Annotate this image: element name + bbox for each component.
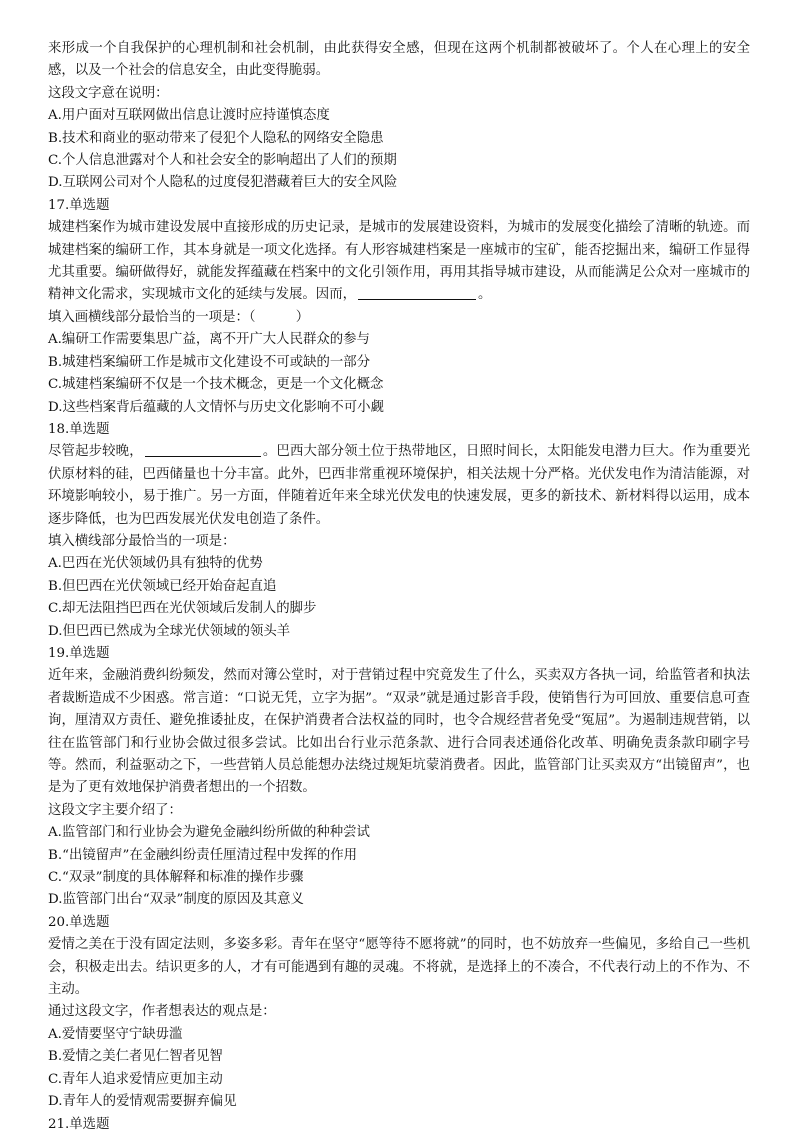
q18-passage-start: 尽管起步较晚， <box>48 444 143 460</box>
q19-option-c[interactable]: C.“双录”制度的具体解释和标准的操作步骤 <box>48 870 304 886</box>
q17-header: 17.单选题 <box>48 197 110 213</box>
q18-option-c[interactable]: C.却无法阻挡巴西在光伏领域后发制人的脚步 <box>48 601 317 617</box>
q20-stem: 通过这段文字，作者想表达的观点是： <box>48 1004 276 1020</box>
q19-header: 19.单选题 <box>48 645 110 661</box>
q20-option-d[interactable]: D.青年人的爱情观需要摒弃偏见 <box>48 1094 237 1110</box>
q19-option-a[interactable]: A.监管部门和行业协会为避免金融纠纷所做的种种尝试 <box>48 825 370 841</box>
q20-option-b[interactable]: B.爱情之美仁者见仁智者见智 <box>48 1049 223 1065</box>
q20-option-c[interactable]: C.青年人追求爱情应更加主动 <box>48 1071 223 1087</box>
q18-header: 18.单选题 <box>48 421 110 437</box>
q17-answer-blank <box>358 285 476 300</box>
q16-option-c[interactable]: C.个人信息泄露对个人和社会安全的影响超出了人们的预期 <box>48 153 397 169</box>
question-20 <box>48 912 750 1114</box>
q16-option-b[interactable]: B.技术和商业的驱动带来了侵犯个人隐私的网络安全隐患 <box>48 130 384 146</box>
q19-stem: 这段文字主要介绍了： <box>48 802 182 818</box>
question-16-tail <box>48 38 750 195</box>
q18-stem: 填入横线部分最恰当的一项是： <box>48 533 236 549</box>
q18-passage-rest: 。巴西大部分领土位于热带地区，日照时间长，太阳能发电潜力巨大。作为重要光伏原材料的硅，巴西储量也十分丰富。此外，巴西非常重视环境保护，相关法规十分严格。光伏发电作为清洁能源，对环境影响较小，易于推广。另一方面，伴随着近年来全球光伏发电的快速发展，更多的新技术、新材料得以运用，成本逐步降低，也为巴西发展光伏发电创造了条件。 <box>48 444 751 527</box>
q20-header: 20.单选题 <box>48 914 110 930</box>
q18-passage <box>48 441 750 531</box>
q20-passage: 爱情之美在于没有固定法则，多姿多彩。青年在坚守“愿等待不愿将就”的同时，也不妨放弃一些偏见，多给自己一些机会，积极走出去。结识更多的人，才有可能遇到有趣的灵魂。不将就，是选择上的不凑合，不代表行动上的不作为、不主动。 <box>48 937 750 998</box>
q18-option-d[interactable]: D.但巴西已然成为全球光伏领域的领头羊 <box>48 623 291 639</box>
q17-passage <box>48 217 750 307</box>
q17-passage-end: 。 <box>477 287 492 303</box>
q16-option-d[interactable]: D.互联网公司对个人隐私的过度侵犯潜藏着巨大的安全风险 <box>48 175 398 191</box>
q18-option-a[interactable]: A.巴西在光伏领域仍具有独特的优势 <box>48 556 263 572</box>
question-18 <box>48 419 750 643</box>
q16-option-a[interactable]: A.用户面对互联网做出信息让渡时应持谨慎态度 <box>48 108 330 124</box>
q17-option-a[interactable]: A.编研工作需要集思广益，离不开广大人民群众的参与 <box>48 332 370 348</box>
question-19 <box>48 643 750 912</box>
q17-option-c[interactable]: C.城建档案编研不仅是一个技术概念，更是一个文化概念 <box>48 377 384 393</box>
question-17 <box>48 195 750 419</box>
q19-option-d[interactable]: D.监管部门出台“双录”制度的原因及其意义 <box>48 892 304 908</box>
q16-passage-end: 来形成一个自我保护的心理机制和社会机制，由此获得安全感，但现在这两个机制都被破坏了。个人在心理上的安全感，以及一个社会的信息安全，由此变得脆弱。 <box>48 41 750 79</box>
q17-passage-text: 城建档案作为城市建设发展中直接形成的历史记录，是城市的发展建设资料，为城市的发展变化描绘了清晰的轨迹。而城建档案的编研工作，其本身就是一项文化选择。有人形容城建档案是一座城市的宝矿，能否挖掘出来，编研工作显得尤其重要。编研做得好，就能发挥蕴藏在档案中的文化引领作用，再用其指导城市建设，从而能满足公众对一座城市的精神文化需求，实现城市文化的延续与发展。因而， <box>48 220 750 303</box>
q16-stem: 这段文字意在说明： <box>48 85 169 101</box>
question-21 <box>48 1114 750 1136</box>
q21-header: 21.单选题 <box>48 1116 110 1132</box>
q19-passage: 近年来，金融消费纠纷频发，然而对簿公堂时，对于营销过程中究竟发生了什么，买卖双方各执一词，给监管者和执法者裁断造成不少困惑。常言道：“口说无凭，立字为据”。“双录”就是通过影音手段，使销售行为可回放、重要信息可查询，厘清双方责任、避免推诿扯皮，在保护消费者合法权益的同时，也令合规经营者免受“冤屈”。为遏制违规营销，以往在监管部门和行业协会做过很多尝试。比如出台行业示范条款、进行合同表述通俗化改革、明确免责条款印刷字号等。然而，利益驱动之下，一些营销人员总能想办法绕过规矩坑蒙消费者。因此，监管部门让买卖双方“出镜留声”，也是为了更有效地保护消费者想出的一个招数。 <box>48 668 750 796</box>
q19-option-b[interactable]: B.“出镜留声”在金融纠纷责任厘清过程中发挥的作用 <box>48 847 357 863</box>
q17-option-b[interactable]: B.城建档案编研工作是城市文化建设不可或缺的一部分 <box>48 354 371 370</box>
q18-option-b[interactable]: B.但巴西在光伏领域已经开始奋起直追 <box>48 578 277 594</box>
q20-option-a[interactable]: A.爱情要坚守宁缺毋滥 <box>48 1026 183 1042</box>
q17-option-d[interactable]: D.这些档案背后蕴藏的人文情怀与历史文化影响不可小觑 <box>48 399 384 415</box>
q17-stem: 填入画横线部分最恰当的一项是：（ ） <box>48 309 310 325</box>
q18-answer-blank <box>145 442 261 457</box>
